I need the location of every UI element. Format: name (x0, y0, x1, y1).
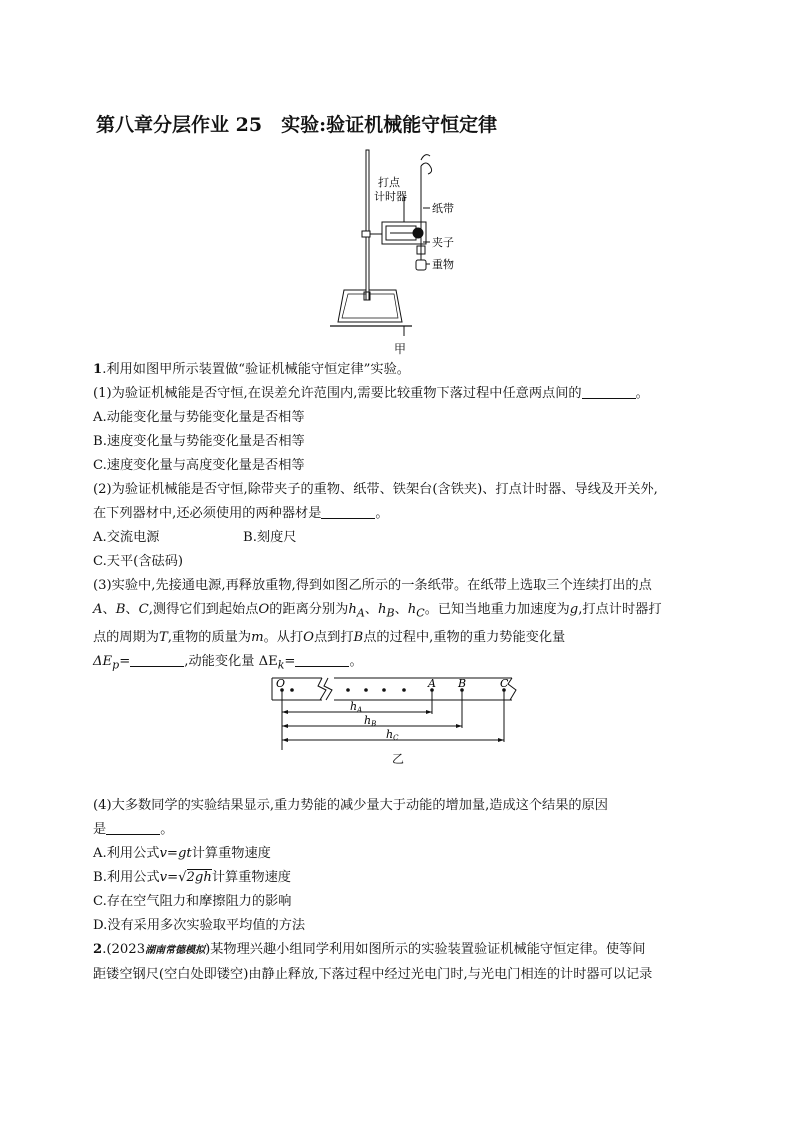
q1-part4-line1: (4)大多数同学的实验结果显示,重力势能的减少量大于动能的增加量,造成这个结果的原因 (93, 798, 608, 813)
q1-part4-option-b (93, 866, 699, 890)
q1-part2-line2: 在下列器材中,还必须使用的两种器材是 (93, 506, 322, 521)
txt-3: 。已知当地重力加速度为 (424, 602, 570, 617)
q1-part2-line1: (2)为验证机械能是否守恒,除带夹子的重物、纸带、铁架台(含铁夹)、打点计时器、导线及开关外, (93, 482, 658, 497)
q1-part2-end: 。 (375, 506, 389, 521)
q2-text-1: 某物理兴趣小组同学利用如图所示的实验装置验证机械能守恒定律。使等间 (210, 942, 646, 957)
formula-vgt: v=gt (159, 846, 192, 861)
page-title (96, 110, 497, 137)
q1-part1-option-b: B.速度变化量与势能变化量是否相等 (93, 434, 305, 449)
sep-4: 、 (394, 602, 408, 617)
txt-6: ,重物的质量为 (167, 629, 252, 645)
q1-part4-option-d: D.没有采用多次实验取平均值的方法 (93, 918, 306, 933)
label-timer-2: 计时器 (374, 190, 407, 203)
q1-part2-blank[interactable] (321, 504, 375, 519)
q1-part2-option-a: A.交流电源 (93, 530, 160, 545)
q2-year: 2023 (111, 942, 146, 957)
q1-part1-option-a: A.动能变化量与势能变化量是否相等 (93, 410, 305, 425)
section-title: 分层作业 25 实验:验证机械能守恒定律 (153, 114, 498, 136)
sub-c: C (416, 606, 425, 620)
pt-c: C (138, 602, 149, 617)
formula-v: v= (159, 870, 179, 885)
txt-4: ,打点计时器打 (578, 602, 662, 617)
q1-stem: .利用如图甲所示装置做“验证机械能守恒定律”实验。 (102, 362, 410, 377)
label-clip: 夹子 (432, 236, 454, 249)
txt-2: 的距离分别为 (269, 602, 349, 617)
txt-7: 。从打 (263, 629, 304, 645)
q1-part2-option-c: C.天平(含砝码) (93, 554, 184, 569)
opt-a-3: 计算重物速度 (191, 846, 271, 861)
question-1 (93, 358, 699, 677)
var-ep: ΔE (93, 653, 113, 669)
eq-2: = (284, 653, 296, 669)
q2-src-close: ) (205, 942, 211, 957)
txt-11: 。 (349, 653, 363, 669)
var-h-b: h (377, 602, 387, 617)
pt-b: B (115, 602, 126, 617)
label-weight: 重物 (432, 258, 454, 271)
q2-line1 (93, 938, 699, 963)
label-timer-1: 打点 (378, 176, 400, 189)
q1-part3-blank-ek[interactable] (295, 652, 349, 667)
q1-part2-option-b: B.刻度尺 (243, 530, 297, 545)
sqrt-icon: √ (178, 870, 187, 885)
point-o-label: O (276, 677, 286, 690)
q2-line2: 距镂空钢尺(空白处即镂空)由静止释放,下落过程中经过光电门时,与光电门相连的计时器可以记录 (93, 967, 653, 982)
q2-src-open: .( (102, 942, 112, 957)
pt-o: O (258, 602, 270, 617)
txt-1: ,测得它们到起始点 (148, 602, 259, 617)
sep-1: 、 (102, 602, 116, 617)
q1-part3-blank-ep[interactable] (130, 652, 184, 667)
chapter-label: 第八章 (96, 114, 154, 136)
q1-part1: (1)为验证机械能是否守恒,在误差允许范围内,需要比较重物下落过程中任意两点间的 (93, 386, 582, 401)
sub-p: p (112, 658, 120, 672)
q1-part4-line2: 是 (93, 822, 107, 837)
pt-b-2: B (353, 629, 364, 645)
q2-source: 湖南常德模拟 (145, 945, 206, 956)
sub-k: k (277, 658, 285, 672)
q1-part1-option-c: C.速度变化量与高度变化量是否相等 (93, 458, 305, 473)
opt-b-4: 计算重物速度 (211, 870, 291, 885)
pt-o-2: O (303, 629, 314, 645)
formula-2gh: 2gh (186, 870, 212, 885)
q1-part4-option-a (93, 842, 699, 866)
sub-b: B (386, 606, 395, 620)
opt-a-1: A.利用公式 (93, 846, 160, 861)
var-t: T (158, 629, 168, 645)
txt-5: 点的周期为 (93, 629, 159, 645)
q2-number: 2 (93, 942, 103, 957)
point-c-label: C (500, 677, 509, 690)
label-tape: 纸带 (432, 202, 454, 215)
pt-a: A (93, 602, 103, 617)
var-h-c: h (407, 602, 417, 617)
q1-part3-line2 (93, 598, 699, 626)
opt-b-1: B.利用公式 (93, 870, 160, 885)
txt-8: 点到打 (313, 629, 354, 645)
dim-hc: hC (386, 728, 399, 742)
txt-10: ,动能变化量 ΔE (184, 653, 278, 669)
q1-part4-blank[interactable] (106, 820, 160, 835)
q1-part3-line3 (93, 626, 699, 650)
q1-part1-end: 。 (635, 386, 649, 401)
dim-ha: hA (350, 700, 363, 714)
q1-part4-option-c: C.存在空气阻力和摩擦阻力的影响 (93, 894, 292, 909)
figure-caption-jia: 甲 (394, 342, 407, 356)
q1-number: 1 (93, 362, 103, 377)
apparatus-diagram (330, 146, 480, 336)
var-g: g (569, 602, 579, 617)
point-b-label: B (458, 677, 467, 690)
sep-2: 、 (125, 602, 139, 617)
dim-hb: hB (364, 714, 377, 728)
q1-part4-end: 。 (160, 822, 174, 837)
figure-caption-yi: 乙 (392, 752, 405, 766)
question-1-part4 (93, 794, 699, 987)
q1-part1-blank[interactable] (582, 384, 636, 399)
var-m: m (251, 629, 264, 645)
sep-3: 、 (364, 602, 378, 617)
eq-1: = (119, 653, 131, 669)
sub-a: A (356, 606, 365, 620)
txt-9: 点的过程中,重物的重力势能变化量 (363, 629, 566, 645)
var-h-a: h (348, 602, 357, 617)
q1-part3-line1: (3)实验中,先接通电源,再释放重物,得到如图乙所示的一条纸带。在纸带上选取三个连续打出的点 (93, 578, 652, 593)
point-a-label: A (428, 677, 436, 690)
